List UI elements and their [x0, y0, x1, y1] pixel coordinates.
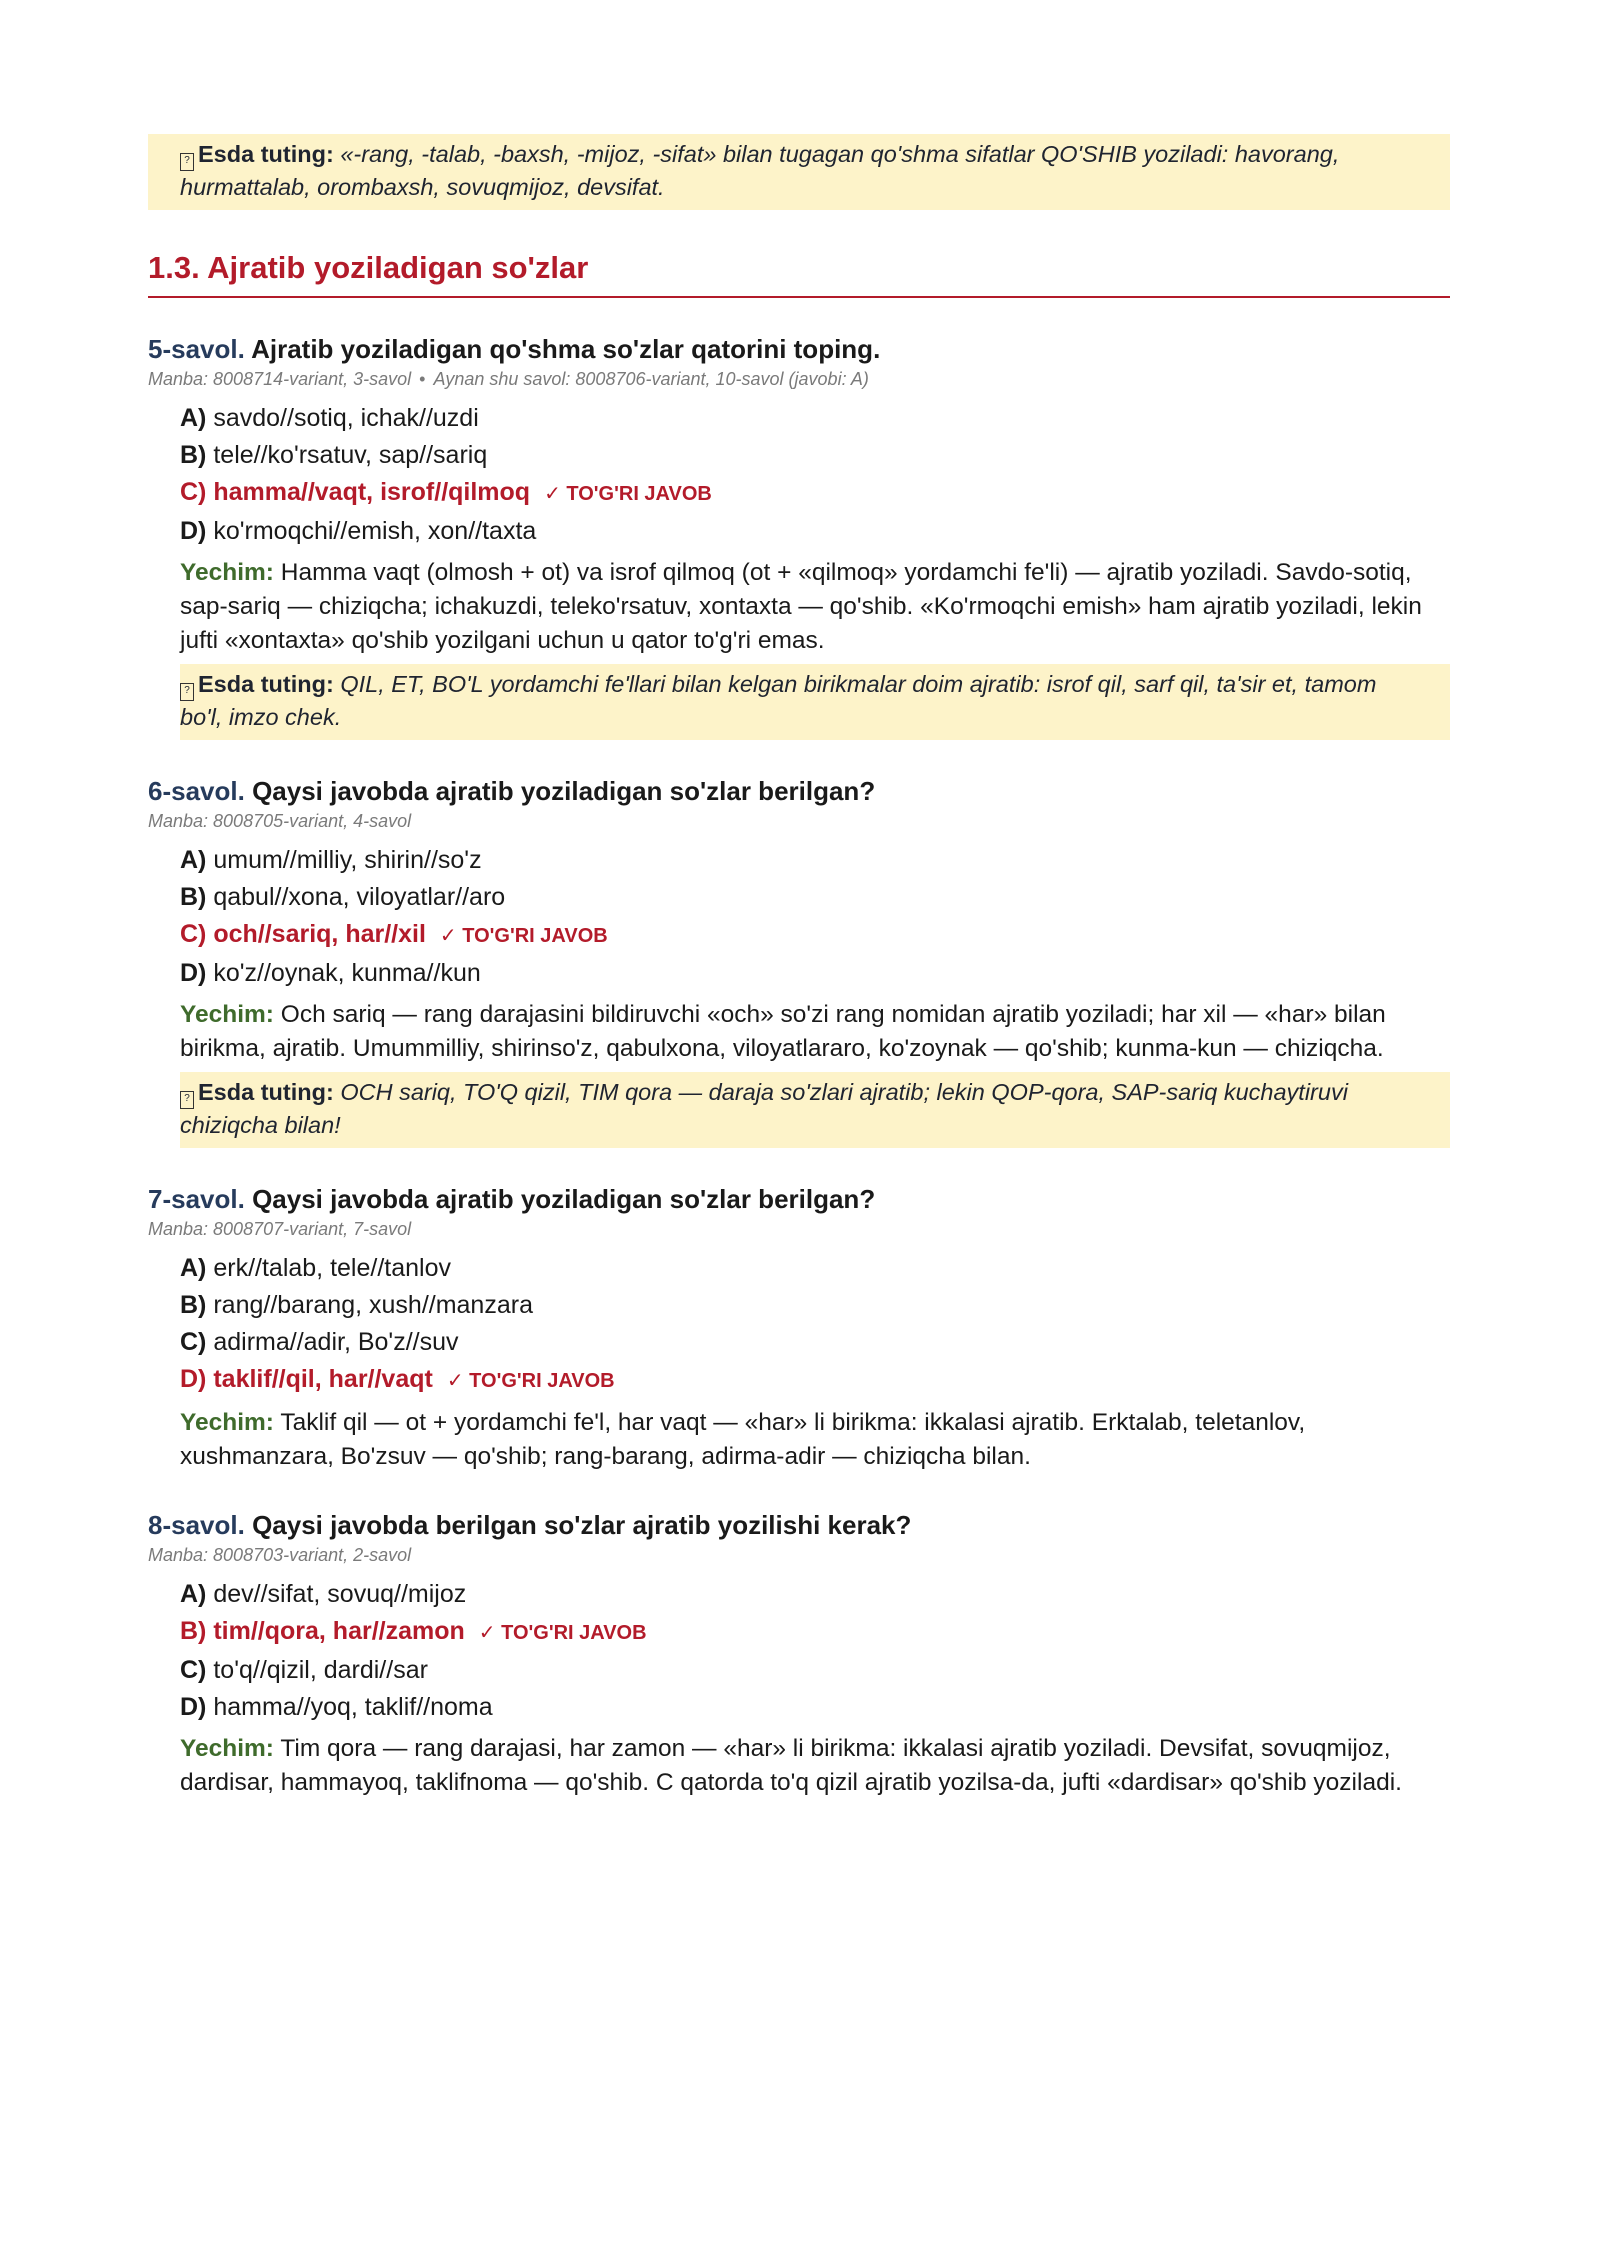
content — [148, 134, 1450, 1800]
option-b[interactable]: B) tele//ko'rsatuv, sap//sariq — [180, 441, 488, 469]
remember-note — [148, 134, 1450, 210]
question-source: Manba: 8008714-variant, 3-savol • Aynan shu savol: 8008706-variant, 10-savol (javobi: A) — [148, 369, 869, 389]
option-d[interactable]: D) ko'rmoqchi//emish, xon//taxta — [180, 517, 537, 545]
option-b[interactable]: B) tim//qora, har//zamon ✓ TO'G'RI JAVOB — [180, 1617, 647, 1645]
question-heading — [148, 1508, 1450, 1542]
option-c[interactable]: C) adirma//adir, Bo'z//suv — [180, 1328, 459, 1356]
question-5 — [148, 332, 1450, 740]
correct-badge: ✓ TO'G'RI JAVOB — [478, 1622, 647, 1644]
bullet-icon: • — [419, 369, 426, 389]
question-text: Qaysi javobda ajratib yoziladigan so'zlar berilgan? — [252, 1184, 876, 1214]
answer-options — [180, 1250, 1450, 1400]
answer-options — [180, 1576, 1450, 1726]
solution: Yechim: Hamma vaqt (olmosh + ot) va isrof qilmoq (ot + «qilmoq» yordamchi fe'li) — ajratib yoziladi. Savdo-sotiq, sap-sariq — chiziqcha; ichakuzdi, teleko'rsatuv, xontaxta — qo'shib. «Ko'rmoqchi emish» ham ajratib yoziladi, lekin jufti «xontaxta» qo'shib yozilgani uchun u qator to'g'ri emas. — [180, 559, 1422, 654]
question-text: Qaysi javobda berilgan so'zlar ajratib yozilishi kerak? — [252, 1510, 912, 1540]
option-c[interactable]: C) to'q//qizil, dardi//sar — [180, 1656, 428, 1684]
option-b[interactable]: B) rang//barang, xush//manzara — [180, 1291, 533, 1319]
question-text: Ajratib yoziladigan qo'shma so'zlar qatorini toping. — [251, 334, 881, 364]
answer-options — [180, 400, 1450, 550]
question-heading — [148, 1182, 1450, 1216]
lightbulb-icon: ? — [180, 153, 194, 171]
question-8 — [148, 1508, 1450, 1800]
lightbulb-icon: ? — [180, 683, 194, 701]
answer-options — [180, 842, 1450, 992]
option-a[interactable]: A) dev//sifat, sovuq//mijoz — [180, 1580, 467, 1608]
question-source: Manba: 8008703-variant, 2-savol — [148, 1545, 412, 1565]
question-number: 6-savol. — [148, 776, 245, 806]
option-d[interactable]: D) taklif//qil, har//vaqt ✓ TO'G'RI JAVOB — [180, 1365, 615, 1393]
question-text: Qaysi javobda ajratib yoziladigan so'zlar berilgan? — [252, 776, 876, 806]
remember-note: ? Esda tuting: OCH sariq, TO'Q qizil, TIM qora — daraja so'zlari ajratib; lekin QOP-qora, SAP-sariq kuchaytiruvi chiziqcha bilan! — [180, 1072, 1450, 1148]
option-b[interactable]: B) qabul//xona, viloyatlar//aro — [180, 883, 506, 911]
correct-badge: ✓ TO'G'RI JAVOB — [446, 1370, 615, 1392]
question-source: Manba: 8008705-variant, 4-savol — [148, 811, 412, 831]
correct-badge: ✓ TO'G'RI JAVOB — [439, 925, 608, 947]
question-heading — [148, 332, 1450, 366]
question-heading — [148, 774, 1450, 808]
option-c[interactable]: C) och//sariq, har//xil ✓ TO'G'RI JAVOB — [180, 920, 608, 948]
note-body: «-rang, -talab, -baxsh, -mijoz, -sifat» bilan tugagan qo'shma sifatlar QO'SHIB yoziladi: havorang, hurmattalab, orombaxsh, sovuqmijoz, devsifat. — [180, 141, 1340, 200]
note-lead: Esda tuting: — [198, 141, 334, 167]
option-d[interactable]: D) hamma//yoq, taklif//noma — [180, 1693, 493, 1721]
solution: Yechim: Och sariq — rang darajasini bildiruvchi «och» so'zi rang nomidan ajratib yoziladi; har xil — «har» bilan birikma, ajratib. Umummilliy, shirinso'z, qabulxona, viloyatlararo, ko'zoynak — qo'shib; kunma-kun — chiziqcha. — [180, 1001, 1386, 1062]
solution: Yechim: Tim qora — rang darajasi, har zamon — «har» li birikma: ikkalasi ajratib yoziladi. Devsifat, sovuqmijoz, dardisar, hammayoq, taklifnoma — qo'shib. C qatorda to'q qizil ajratib yozilsa-da, jufti «dardisar» qo'shib yoziladi. — [180, 1735, 1402, 1796]
option-a[interactable]: A) erk//talab, tele//tanlov — [180, 1254, 451, 1282]
option-a[interactable]: A) umum//milliy, shirin//so'z — [180, 846, 482, 874]
question-number: 7-savol. — [148, 1184, 245, 1214]
correct-badge: ✓ TO'G'RI JAVOB — [544, 483, 712, 505]
question-7 — [148, 1182, 1450, 1474]
option-c[interactable]: C) hamma//vaqt, isrof//qilmoq ✓ TO'G'RI JAVOB — [180, 478, 712, 506]
solution: Yechim: Taklif qil — ot + yordamchi fe'l, har vaqt — «har» li birikma: ikkalasi ajratib. Erktalab, teletanlov, xushmanzara, Bo'zsuv — qo'shib; rang-barang, adirma-adir — chiziqcha bilan. — [180, 1409, 1306, 1470]
remember-note: ? Esda tuting: QIL, ET, BO'L yordamchi fe'llari bilan kelgan birikmalar doim ajratib: isrof qil, sarf qil, ta'sir et, tamom bo'l, imzo chek. — [180, 664, 1450, 740]
section-title: 1.3. Ajratib yoziladigan so'zlar — [148, 248, 1450, 298]
option-d[interactable]: D) ko'z//oynak, kunma//kun — [180, 959, 481, 987]
question-number: 8-savol. — [148, 1510, 245, 1540]
question-number: 5-savol. — [148, 334, 245, 364]
question-source: Manba: 8008707-variant, 7-savol — [148, 1219, 412, 1239]
question-6 — [148, 774, 1450, 1148]
lightbulb-icon: ? — [180, 1091, 194, 1109]
option-a[interactable]: A) savdo//sotiq, ichak//uzdi — [180, 404, 479, 432]
